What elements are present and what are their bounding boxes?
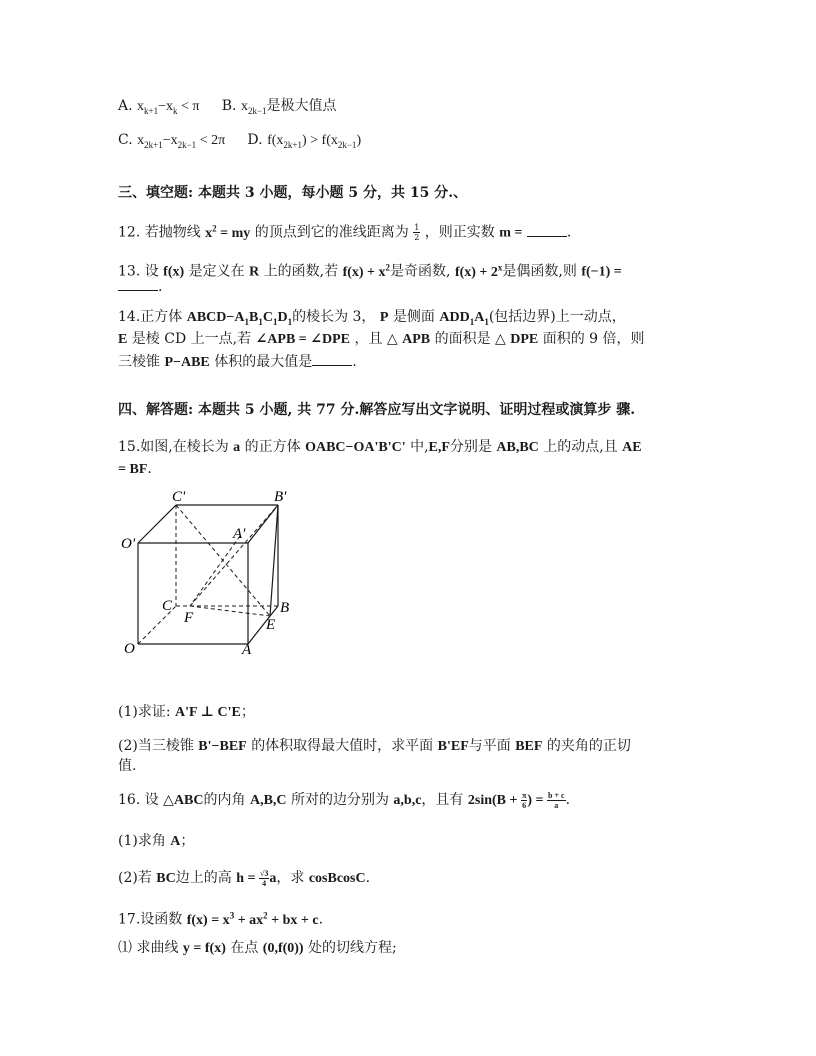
- label-f: F: [184, 610, 194, 626]
- q16-angles: A,B,C: [249, 793, 287, 808]
- q15-line-2: [118, 459, 152, 480]
- option-b-label: B.: [221, 98, 237, 114]
- q14-text-1: 正方体: [140, 309, 183, 325]
- q16-end: .: [565, 792, 571, 808]
- label-b-prime: B': [274, 489, 287, 505]
- q14-text-6: ，且 △: [354, 331, 398, 347]
- q16-text-2: 的内角: [203, 792, 246, 808]
- q13-text-4: 是奇函数,: [390, 263, 451, 280]
- q13-even-expr: $f(x) + 2^x$: [454, 262, 503, 280]
- cube-figure: [118, 488, 298, 660]
- q12-text-2: 的顶点到它的准线距离为: [254, 224, 409, 241]
- section4-heading: 四、解答题: 本题共 5 小题, 共 77 分.解答应写出文字说明、证明过程或演算步 骤.: [118, 402, 636, 418]
- option-b-text: 是极大值点: [266, 98, 337, 114]
- question-15: [118, 437, 642, 458]
- q16-part2-text-a: (2)若: [118, 870, 152, 886]
- q15-part2-plane1: B'EF: [437, 739, 469, 754]
- label-a-prime: A': [233, 526, 246, 542]
- question-17: [118, 905, 323, 931]
- q15-ae: AE: [622, 440, 642, 455]
- q13-r: R: [249, 264, 260, 280]
- q16-sides: a,b,c: [393, 793, 422, 808]
- q16-part2-h: h = $\frac{√3}{4}$ a: [236, 869, 277, 889]
- q15-text-2: 的正方体: [244, 439, 301, 455]
- options-row-ab: [118, 96, 337, 121]
- q13-odd-expr: $f(x) + x^2$: [342, 262, 391, 280]
- q14-face: $ADD_1A_1$: [439, 310, 489, 327]
- q13-number: 13.: [118, 263, 141, 280]
- q14-text-5: 是棱 CD 上一点,若: [131, 331, 252, 347]
- q15-part1-text: (1)求证:: [118, 704, 171, 720]
- option-c-label: C.: [118, 132, 133, 148]
- option-a-expr: $x_{k+1}-x_k < \pi$: [137, 99, 200, 116]
- q17-part-1: [118, 938, 397, 959]
- q14-number: 14.: [118, 309, 141, 325]
- q13-text-1: 设: [144, 263, 159, 280]
- q14-e: E: [118, 332, 128, 347]
- q14-p: P: [379, 310, 389, 325]
- segment-f-e: [190, 606, 270, 616]
- q14-blank[interactable]: [312, 351, 352, 366]
- q17-part1-text-b: 在点: [230, 940, 259, 956]
- question-13: [118, 257, 622, 283]
- option-b-expr: $x_{2k-1}$: [240, 99, 267, 116]
- edge-b1-e: [270, 505, 278, 616]
- q15-text-5: 上的动点,且: [543, 439, 618, 455]
- q14-text-10: 体积的最大值是: [214, 354, 313, 370]
- q16-part2-end: .: [365, 870, 371, 886]
- q13-fx: f(x): [163, 264, 185, 280]
- q15-cube: OABC−OA'B'C': [305, 440, 406, 455]
- q15-part2-pyramid: B'−BEF: [198, 739, 247, 754]
- q14-line-3: [118, 351, 357, 373]
- label-o: O: [124, 641, 135, 657]
- q14-dpe: DPE: [510, 332, 539, 347]
- q16-part2-target: cosBcosC: [308, 871, 366, 886]
- q15-part1-expr: A'F ⊥ C'E: [175, 705, 241, 720]
- q17-part1-text-c: 处的切线方程;: [308, 940, 397, 956]
- option-c-expr: $x_{2k+1}-x_{2k-1} < 2\pi$: [137, 133, 226, 150]
- q16-text-4: ，且有: [421, 792, 464, 808]
- q15-part2-text-c: 与平面: [468, 738, 511, 754]
- q15-part-1: [118, 702, 255, 723]
- q15-part-2: [118, 736, 631, 757]
- q15-abbc: AB,BC: [496, 440, 539, 455]
- q14-angle: ∠APB = ∠DPE: [255, 332, 350, 347]
- q13-blank[interactable]: [118, 276, 158, 291]
- q15-end: .: [147, 461, 152, 477]
- q12-text-3: ，则正实数: [424, 224, 495, 241]
- q16-part2-text-b: 边上的高: [175, 870, 232, 886]
- q14-end: .: [352, 354, 357, 370]
- label-b: B: [280, 600, 290, 616]
- option-d-label: D.: [247, 132, 263, 148]
- q14-pyramid: P−ABE: [164, 355, 210, 370]
- q16-text-3: 所对的边分别为: [290, 792, 389, 808]
- q16-part2-text-c: ，求: [276, 870, 305, 886]
- option-d-expr: $f(x_{2k+1}) > f(x_{2k-1})$: [267, 133, 362, 150]
- q14-text-7: 的面积是 △: [434, 331, 506, 347]
- q16-abc: ABC: [173, 793, 204, 808]
- segment-f-b1: [190, 505, 278, 606]
- q14-text-9: 三棱锥: [118, 354, 160, 370]
- q12-text-1: 若抛物线: [144, 224, 201, 241]
- q16-equation: 2sin(B + $\frac{\pi}{6}$ ) = $\frac{b + c}{a}$: [467, 791, 565, 811]
- q14-line-2: [118, 329, 645, 350]
- q13-line-2: [118, 276, 162, 297]
- q16-number: 16.: [118, 792, 141, 808]
- option-a-label: A.: [118, 98, 133, 114]
- q15-ef: E,F: [428, 440, 450, 455]
- q16-part1-end: ；: [180, 833, 195, 849]
- q15-part2-text-b: 的体积取得最大值时，求平面: [251, 738, 434, 754]
- q16-text-1: 设 △: [144, 792, 174, 808]
- options-row-cd: [118, 130, 361, 155]
- q17-part1-point: (0,f(0)): [262, 941, 304, 956]
- q14-apb: APB: [402, 332, 431, 347]
- section3-heading: 三、填空题: 本题共 3 小题，每小题 5 分，共 15 分.、: [118, 185, 468, 201]
- q16-part1-a: A: [170, 834, 181, 849]
- q12-m: m =: [499, 225, 523, 241]
- q12-end: .: [566, 224, 572, 241]
- q14-text-4: (包括边界)上一动点，: [488, 309, 626, 325]
- q16-part-1: [118, 831, 194, 852]
- label-a: A: [242, 642, 252, 658]
- q13-text-2: 是定义在: [188, 263, 245, 280]
- q13-text-3: 上的函数,若: [263, 263, 339, 280]
- q14-text-2: 的棱长为 3，: [292, 309, 376, 325]
- q16-part-2: [118, 868, 370, 889]
- q15-part2-text-e: 值.: [118, 758, 137, 774]
- q15-part2-text-d: 的夹角的正切: [546, 738, 631, 754]
- q14-text-8: 面积的 9 倍，则: [542, 331, 645, 347]
- label-e: E: [266, 617, 276, 633]
- q14-text-3: 是侧面: [392, 309, 435, 325]
- q15-number: 15.: [118, 439, 141, 455]
- q13-end: .: [158, 279, 163, 295]
- q17-number: 17.: [118, 911, 141, 928]
- q15-text-4: 分别是: [449, 439, 492, 455]
- edge-o1-c1: [138, 505, 176, 543]
- q17-part1-curve: y = f(x): [182, 941, 226, 956]
- q15-part2-plane2: BEF: [515, 739, 543, 754]
- q15-text-1: 如图,在棱长为: [140, 439, 229, 455]
- q15-text-3: 中,: [410, 439, 429, 455]
- q15-part1-end: ；: [240, 704, 255, 720]
- q15-part2-text-a: (2)当三棱锥: [118, 738, 194, 754]
- q15-part-2-line-2: [118, 756, 136, 776]
- q15-bf: = BF: [118, 462, 148, 477]
- q17-text-1: 设函数: [140, 911, 183, 928]
- label-o-prime: O': [121, 536, 136, 552]
- q17-part1-text-a: ⑴ 求曲线: [118, 940, 179, 956]
- q13-text-5: 是偶函数,则: [502, 263, 577, 280]
- q15-a: a: [233, 440, 241, 455]
- label-c-prime: C': [172, 489, 186, 505]
- question-16: [118, 790, 570, 811]
- q12-blank[interactable]: [527, 222, 567, 237]
- q12-parabola: $x^2$ = my: [205, 223, 251, 241]
- q16-part1-text: (1)求角: [118, 833, 166, 849]
- question-12: [118, 218, 571, 244]
- label-c: C: [162, 598, 173, 614]
- q12-number: 12.: [118, 224, 141, 241]
- q16-part2-bc: BC: [156, 871, 176, 886]
- q13-target: f(−1) =: [581, 264, 622, 280]
- q17-function: $f(x) = x^3 + ax^2$ + bx + c: [186, 910, 319, 928]
- q17-end: .: [318, 911, 324, 928]
- q12-fraction: $\frac{1}{2}$: [414, 223, 420, 243]
- q14-cube: $ABCD-A_1B_1C_1D_1$: [186, 310, 293, 327]
